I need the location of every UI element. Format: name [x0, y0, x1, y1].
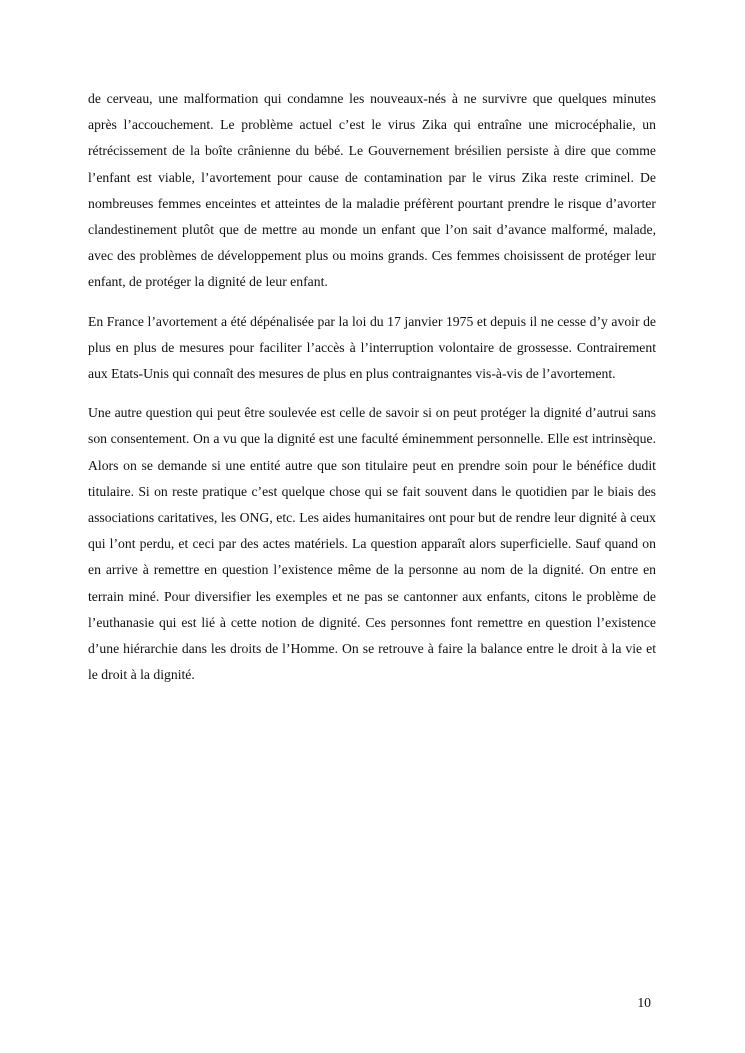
paragraph-france-abortion-law: En France l’avortement a été dépénalisée par la loi du 17 janvier 1975 et depuis il ne cesse d’y avoir de plus en plus de mesures pour faciliter l’accès à l’interruption volontaire de grossesse. Contrairement aux Etats-Unis qui connaît des mesures de plus en plus contraignantes vis-à-vis de l’avortement.	[88, 313, 656, 382]
body-text	[88, 86, 656, 701]
paragraph-dignity-consent: Une autre question qui peut être soulevée est celle de savoir si on peut protéger la dignité d’autrui sans son consentement. On a vu que la dignité est une faculté éminemment personnelle. Elle est intrinsèque. Alors on se demande si une entité autre que son titulaire peut en prendre soin pour le bénéfice dudit titulaire. Si on reste pratique c’est quelque chose qui se fait souvent dans le quotidien par le biais des associations caritatives, les ONG, etc. Les aides humanitaires ont pour but de rendre leur dignité à ceux qui l’ont perdu, et ceci par des actes matériels. La question apparaît alors superficielle. Sauf quand on en arrive à remettre en question l’existence même de la personne au nom de la dignité. On entre en terrain miné. Pour diversifier les exemples et ne pas se cantonner aux enfants, citons le problème de l’euthanasie qui est lié à cette notion de dignité. Ces personnes font remettre en question l’existence d’une hiérarchie dans les droits de l’Homme. On se retrouve à faire la balance entre le droit à la vie et le droit à la dignité.	[88, 405, 656, 683]
paragraph-zika-brazil: de cerveau, une malformation qui condamne les nouveaux-nés à ne survivre que quelques minutes après l’accouchement. Le problème actuel c’est le virus Zika qui entraîne une microcéphalie, un rétrécissement de la boîte crânienne du bébé. Le Gouvernement brésilien persiste à dire que comme l’enfant est viable, l’avortement pour cause de contamination par le virus Zika reste criminel. De nombreuses femmes enceintes et atteintes de la maladie préfèrent pourtant prendre le risque d’avorter clandestinement plutôt que de mettre au monde un enfant que l’on sait d’avance malformé, malade, avec des problèmes de développement plus ou moins grands. Ces femmes choisissent de protéger leur enfant, de protéger la dignité de leur enfant.	[88, 91, 656, 290]
page-number: 10	[637, 995, 651, 1010]
